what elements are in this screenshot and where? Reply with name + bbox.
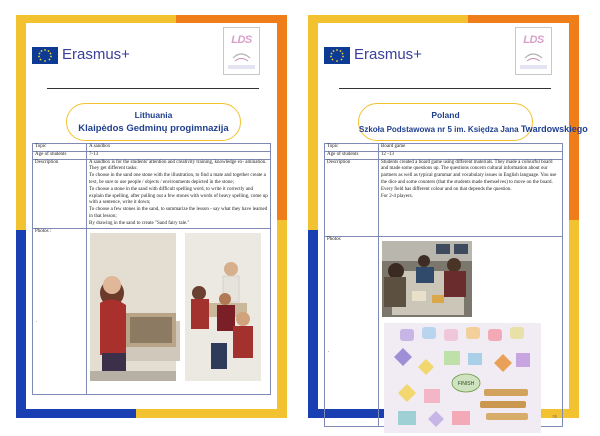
school-name [359,124,588,134]
right-border-orange [277,15,287,220]
board-finish-label: FINISH [457,380,475,387]
eu-flag-icon [32,47,58,64]
age-label: Age of students [33,151,87,159]
title-oval [66,103,241,141]
description-paragraph: For 2-4 players. [381,193,413,199]
top-border-orange [176,15,287,23]
country-title: Poland [431,110,460,120]
bottom-border-yellow [136,409,287,418]
lds-logo [515,27,552,75]
activity-table [32,143,271,395]
sandbox-photo-2 [185,233,261,381]
age-label: Age of students [325,151,379,159]
description-label: Description [325,159,379,236]
lds-logo-strip [228,65,255,69]
description-paragraph: A sandbox is for the students' attention and creativity training, knowledge ex- amination. They get different tasks: [89,159,267,172]
photos-label: Photos [327,236,341,242]
poland-page [308,15,588,419]
board-game-photo [384,323,541,433]
title-oval [358,103,588,141]
photos-label: Photos : [35,228,52,234]
photos-cell [87,228,271,394]
school-name: Klaipėdos Gedminų progimnazija [78,123,229,134]
header-rule [47,88,259,89]
page-number: 55 [552,413,557,419]
description-label: Description [33,159,87,228]
school-name-prefix: Szkoła Podstawowa nr 5 im. Księdza Jana [359,125,519,134]
lds-logo-strip [520,65,547,69]
lds-logo [223,27,260,75]
eu-flag-icon [324,47,350,64]
description-paragraph: Students created a board game using different materials. They made a colourful board and made some questions up. The questions concern cultural information about our partners as well as typical grammar and vocabulary issues in English language. You use the dice and some counters (that the students made themselves) to move on the board. Every field has different colour and on that depends the question. [381,159,557,192]
lds-logo-text: LDS [523,34,544,46]
top-border-yellow [16,15,176,23]
description-paragraph: By drawing in the sand to create "Sand fairy tale." [89,220,190,226]
topic-value: A sandbox [87,144,271,152]
logo-row [26,23,277,83]
lithuania-page [16,15,287,418]
photos-marker: . [36,318,38,324]
lds-logo-text: LDS [231,34,252,46]
description-text [379,159,563,236]
topic-label: Topic [325,144,379,152]
sandbox-photo-1 [90,233,176,381]
page-content [26,23,277,409]
photos-label-cell [325,236,379,426]
activity-table [324,143,563,427]
description-paragraph: To choose a few stones in the sand, to summarize the lesson - say what they have learned in that lesson; [89,207,268,219]
school-name-suffix: Twardowskiego [520,124,588,134]
age-value: 7-13 [87,151,271,159]
photos-label-cell [33,228,87,394]
left-border-blue [16,230,26,418]
description-paragraph: To choose a stone in the sand with difficult spelling word, to write it correctly and explain the spelling, after pulling out a few stones with words of heavy spelling, come up with a sentence, write it down; [89,186,268,206]
erasmus-logo-text: Erasmus+ [62,46,130,63]
top-border-orange [468,15,579,23]
right-border-yellow [569,220,579,418]
erasmus-logo-text: Erasmus+ [354,46,422,63]
left-border-yellow [16,15,26,230]
photos-cell [379,236,563,426]
bottom-border-blue [16,409,136,418]
topic-value: Board game [379,144,563,152]
photos-marker: . [328,348,330,354]
right-border-orange [569,15,579,220]
header-rule [339,88,551,89]
left-border-blue [308,230,318,418]
description-paragraph: To choose in the sand one stone with the illustration, to find a mate and together create a text, be sure to use people / objects / environments depicted in the stone; [89,173,266,185]
page-content [318,23,588,419]
left-border-yellow [308,15,318,230]
top-border-yellow [308,15,468,23]
classroom-photo [382,241,472,317]
country-title: Lithuania [134,110,173,120]
right-border-yellow [277,220,287,418]
age-value: 12 -13 [379,151,563,159]
topic-label: Topic [33,144,87,152]
description-text [87,159,271,228]
logo-row [318,23,569,83]
